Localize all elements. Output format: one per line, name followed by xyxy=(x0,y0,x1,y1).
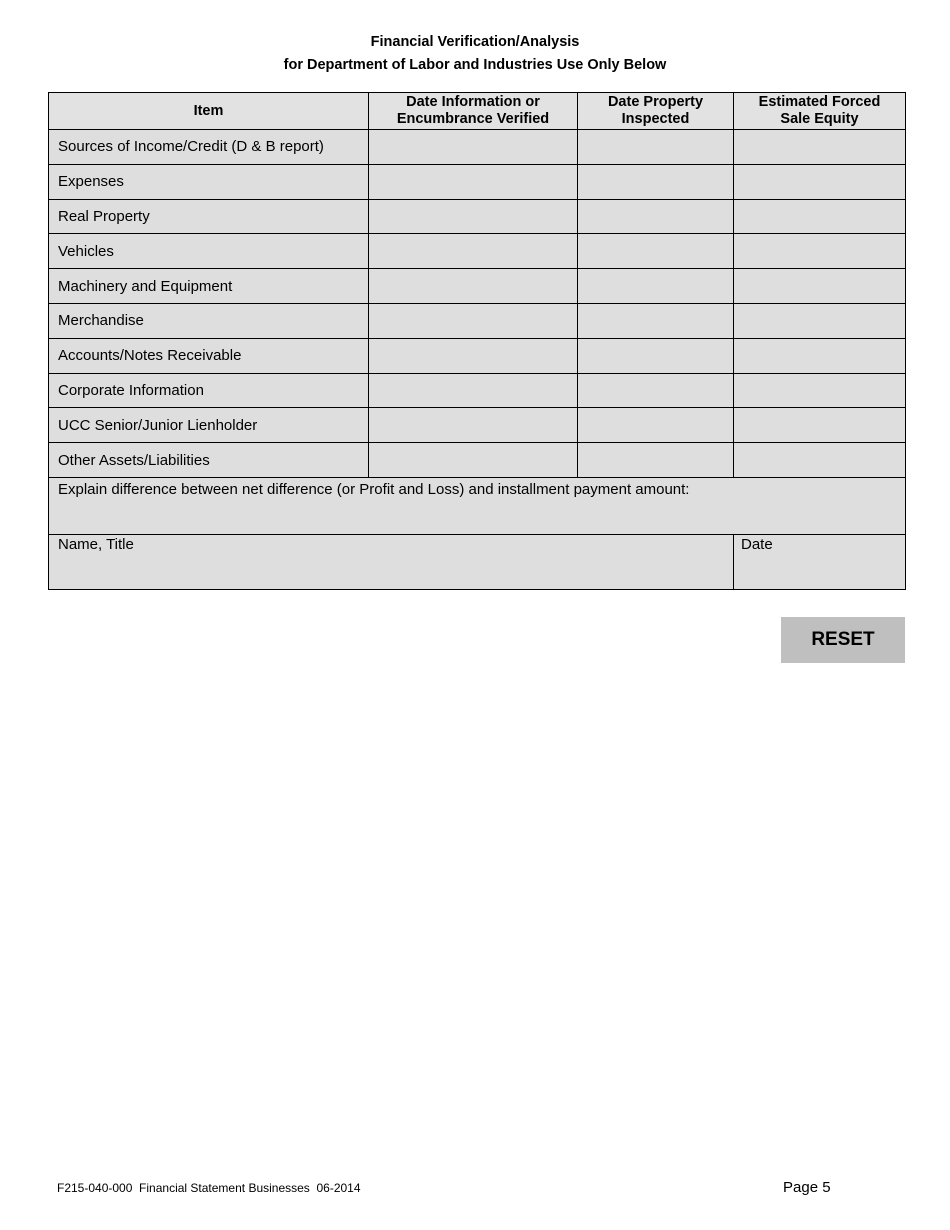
verification-table xyxy=(48,92,906,590)
date-information-input[interactable] xyxy=(369,165,577,199)
date-information-cell[interactable] xyxy=(369,130,578,165)
table-row xyxy=(49,443,906,478)
estimated-equity-input[interactable] xyxy=(734,200,905,234)
date-information-cell[interactable] xyxy=(369,443,578,478)
row-item-label: Sources of Income/Credit (D & B report) xyxy=(49,130,369,165)
date-information-cell[interactable] xyxy=(369,234,578,269)
estimated-equity-cell[interactable] xyxy=(734,443,906,478)
footer-page-number: Page 5 xyxy=(783,1179,831,1196)
date-property-inspected-input[interactable] xyxy=(578,374,733,408)
date-information-input[interactable] xyxy=(369,200,577,234)
date-property-inspected-cell[interactable] xyxy=(578,199,734,234)
date-information-cell[interactable] xyxy=(369,303,578,338)
date-property-inspected-input[interactable] xyxy=(578,234,733,268)
date-information-cell[interactable] xyxy=(369,269,578,304)
estimated-equity-input[interactable] xyxy=(734,408,905,442)
date-property-inspected-input[interactable] xyxy=(578,339,733,373)
explain-input[interactable] xyxy=(58,504,875,524)
header-item: Item xyxy=(49,93,369,130)
date-property-inspected-cell[interactable] xyxy=(578,373,734,408)
date-information-input[interactable] xyxy=(369,269,577,303)
name-title-label: Name, Title xyxy=(58,535,134,553)
estimated-equity-cell[interactable] xyxy=(734,130,906,165)
table-row xyxy=(49,408,906,443)
row-item-label: Vehicles xyxy=(49,234,369,269)
date-property-inspected-input[interactable] xyxy=(578,304,733,338)
date-information-input[interactable] xyxy=(369,339,577,373)
date-property-inspected-input[interactable] xyxy=(578,269,733,303)
estimated-equity-cell[interactable] xyxy=(734,164,906,199)
date-information-cell[interactable] xyxy=(369,199,578,234)
estimated-equity-cell[interactable] xyxy=(734,338,906,373)
footer-form-id: F215-040-000 Financial Statement Businesses 06-2014 xyxy=(57,1181,361,1195)
estimated-equity-cell[interactable] xyxy=(734,199,906,234)
estimated-equity-cell[interactable] xyxy=(734,234,906,269)
name-title-cell[interactable] xyxy=(49,534,734,589)
date-property-inspected-cell[interactable] xyxy=(578,269,734,304)
table-row xyxy=(49,199,906,234)
date-label: Date xyxy=(741,535,773,553)
estimated-equity-input[interactable] xyxy=(734,339,905,373)
date-property-inspected-input[interactable] xyxy=(578,443,733,477)
explain-label: Explain difference between net difference (or Profit and Loss) and installment payment amount: xyxy=(58,480,690,498)
date-property-inspected-input[interactable] xyxy=(578,200,733,234)
table-row xyxy=(49,269,906,304)
date-property-inspected-cell[interactable] xyxy=(578,130,734,165)
form-subtitle: for Department of Labor and Industries Use Only Below xyxy=(283,57,667,73)
estimated-equity-input[interactable] xyxy=(734,130,905,164)
estimated-equity-input[interactable] xyxy=(734,165,905,199)
row-item-label: UCC Senior/Junior Lienholder xyxy=(49,408,369,443)
date-information-input[interactable] xyxy=(369,130,577,164)
estimated-equity-cell[interactable] xyxy=(734,408,906,443)
date-information-cell[interactable] xyxy=(369,373,578,408)
table-row xyxy=(49,338,906,373)
date-information-input[interactable] xyxy=(369,443,577,477)
estimated-equity-cell[interactable] xyxy=(734,269,906,304)
row-item-label: Merchandise xyxy=(49,303,369,338)
date-information-input[interactable] xyxy=(369,408,577,442)
date-property-inspected-input[interactable] xyxy=(578,408,733,442)
estimated-equity-input[interactable] xyxy=(734,443,905,477)
estimated-equity-input[interactable] xyxy=(734,304,905,338)
table-header-row xyxy=(49,93,906,130)
table-row xyxy=(49,164,906,199)
estimated-equity-input[interactable] xyxy=(734,234,905,268)
date-information-input[interactable] xyxy=(369,234,577,268)
table-row xyxy=(49,234,906,269)
date-input[interactable] xyxy=(741,559,902,579)
date-property-inspected-cell[interactable] xyxy=(578,338,734,373)
date-property-inspected-cell[interactable] xyxy=(578,443,734,478)
table-row xyxy=(49,130,906,165)
date-property-inspected-cell[interactable] xyxy=(578,408,734,443)
date-property-inspected-input[interactable] xyxy=(578,165,733,199)
date-property-inspected-cell[interactable] xyxy=(578,234,734,269)
date-cell[interactable] xyxy=(734,534,906,589)
row-item-label: Expenses xyxy=(49,164,369,199)
date-information-cell[interactable] xyxy=(369,338,578,373)
table-row xyxy=(49,303,906,338)
estimated-equity-input[interactable] xyxy=(734,269,905,303)
row-item-label: Machinery and Equipment xyxy=(49,269,369,304)
row-item-label: Real Property xyxy=(49,199,369,234)
estimated-equity-cell[interactable] xyxy=(734,373,906,408)
form-title: Financial Verification/Analysis xyxy=(370,34,580,50)
row-item-label: Corporate Information xyxy=(49,373,369,408)
date-property-inspected-cell[interactable] xyxy=(578,164,734,199)
signature-row xyxy=(49,534,906,589)
estimated-equity-input[interactable] xyxy=(734,374,905,408)
reset-button[interactable]: RESET xyxy=(781,617,905,663)
date-property-inspected-cell[interactable] xyxy=(578,303,734,338)
date-information-input[interactable] xyxy=(369,304,577,338)
explain-cell[interactable] xyxy=(49,477,906,534)
table-row xyxy=(49,373,906,408)
name-title-input[interactable] xyxy=(58,559,710,579)
date-property-inspected-input[interactable] xyxy=(578,130,733,164)
header-date-property-inspected: Date Property Inspected xyxy=(578,93,734,130)
date-information-cell[interactable] xyxy=(369,164,578,199)
row-item-label: Accounts/Notes Receivable xyxy=(49,338,369,373)
date-information-cell[interactable] xyxy=(369,408,578,443)
header-estimated-forced-sale-equity: Estimated Forced Sale Equity xyxy=(734,93,906,130)
header-date-information: Date Information or Encumbrance Verified xyxy=(369,93,578,130)
explain-row xyxy=(49,477,906,534)
date-information-input[interactable] xyxy=(369,374,577,408)
estimated-equity-cell[interactable] xyxy=(734,303,906,338)
row-item-label: Other Assets/Liabilities xyxy=(49,443,369,478)
